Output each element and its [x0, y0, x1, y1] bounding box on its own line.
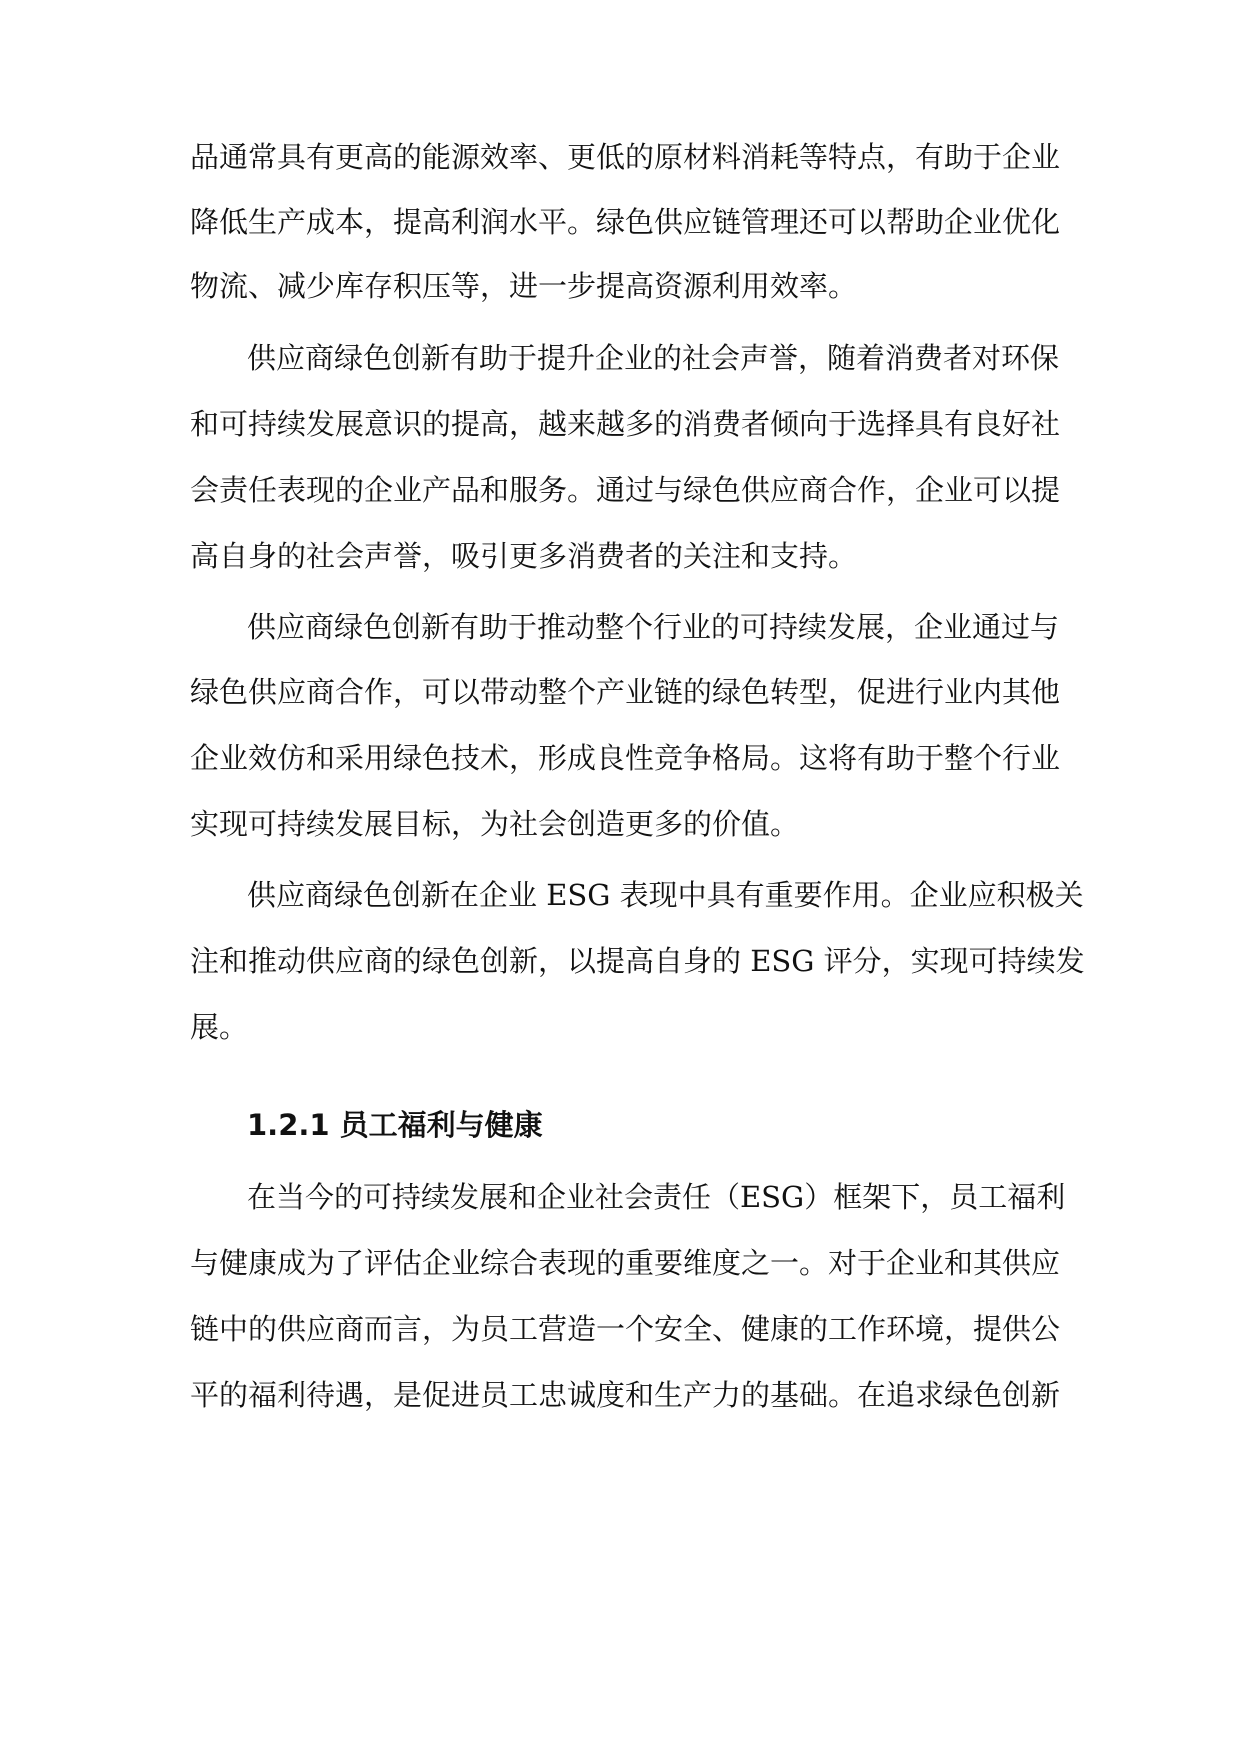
- paragraph-1-line-1: 品通常具有更高的能源效率、更低的原材料消耗等特点，有助于企业: [190, 140, 1061, 174]
- section-paragraph-line-1: 在当今的可持续发展和企业社会责任（ESG）框架下，员工福利: [247, 1180, 1066, 1214]
- paragraph-4-line-1: 供应商绿色创新在企业 ESG 表现中具有重要作用。企业应积极关: [247, 878, 1084, 912]
- paragraph-4-line-3: 展。: [190, 1010, 249, 1044]
- paragraph-3-line-2: 绿色供应商合作，可以带动整个产业链的绿色转型，促进行业内其他: [190, 675, 1061, 709]
- paragraph-3-line-1: 供应商绿色创新有助于推动整个行业的可持续发展，企业通过与: [247, 610, 1060, 644]
- paragraph-3-line-4: 实现可持续发展目标，为社会创造更多的价值。: [190, 807, 800, 841]
- section-paragraph-line-2: 与健康成为了评估企业综合表现的重要维度之一。对于企业和其供应: [190, 1246, 1061, 1280]
- paragraph-2-line-4: 高自身的社会声誉，吸引更多消费者的关注和支持。: [190, 539, 858, 573]
- section-paragraph-line-4: 平的福利待遇，是促进员工忠诚度和生产力的基础。在追求绿色创新: [190, 1378, 1061, 1412]
- paragraph-1-line-2: 降低生产成本，提高利润水平。绿色供应链管理还可以帮助企业优化: [190, 205, 1061, 239]
- paragraph-2-line-1: 供应商绿色创新有助于提升企业的社会声誉，随着消费者对环保: [247, 341, 1060, 375]
- paragraph-2-line-2: 和可持续发展意识的提高，越来越多的消费者倾向于选择具有良好社: [190, 407, 1061, 441]
- paragraph-4-line-2: 注和推动供应商的绿色创新，以提高自身的 ESG 评分，实现可持续发: [190, 944, 1085, 978]
- paragraph-2-line-3: 会责任表现的企业产品和服务。通过与绿色供应商合作，企业可以提: [190, 473, 1061, 507]
- paragraph-1-line-3: 物流、减少库存积压等，进一步提高资源利用效率。: [190, 269, 858, 303]
- section-paragraph-line-3: 链中的供应商而言，为员工营造一个安全、健康的工作环境，提供公: [190, 1312, 1061, 1346]
- paragraph-3-line-3: 企业效仿和采用绿色技术，形成良性竞争格局。这将有助于整个行业: [190, 741, 1061, 775]
- section-heading: 1.2.1 员工福利与健康: [247, 1108, 543, 1142]
